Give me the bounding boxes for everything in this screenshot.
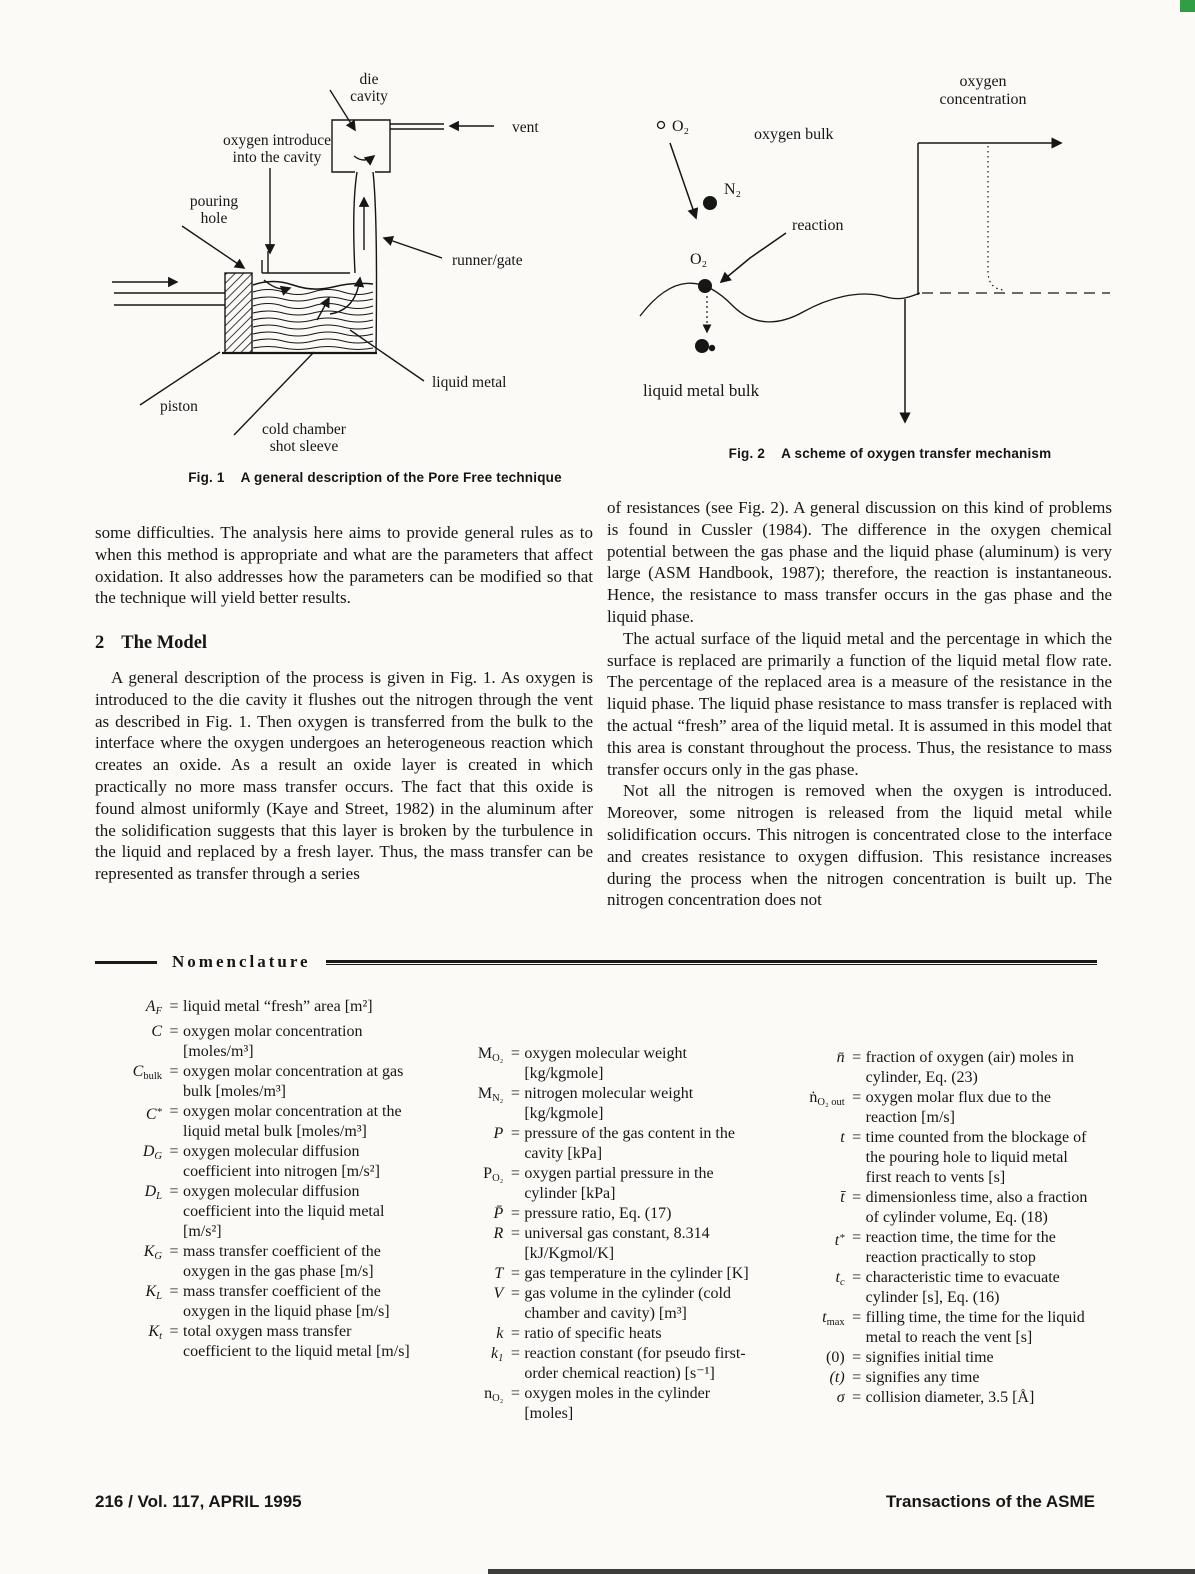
nomenclature-entry — [99, 1022, 414, 1062]
definition: gas temperature in the cylinder [K] — [524, 1265, 749, 1282]
equals-sign: = — [169, 1243, 179, 1260]
paragraph: The actual surface of the liquid metal and the percentage in which the surface is replaced are primarily a function of the liquid metal flow rate. The percentage of the replaced area is a measure of the resistance in the liquid phase. The liquid phase resistance to mass transfer is replaced with the actual “fresh” area of the liquid metal. It is assumed in this model that this area is constant throughout the process. Thus, the resistance to mass transfer occurs only in the gas phase. — [607, 628, 1112, 779]
symbol: t — [840, 1129, 845, 1146]
oxygen-transfer-diagram — [628, 68, 1152, 436]
oxygen-intro-label: oxygen introduce — [222, 132, 332, 149]
definition: oxygen molar concentration at gas bulk [moles/m³] — [183, 1063, 404, 1100]
definition: time counted from the blockage of the pouring hole to liquid metal first reach to vents [s] — [865, 1129, 1087, 1186]
definition: filling time, the time for the liquid metal to reach the vent [s] — [865, 1309, 1085, 1346]
symbol: $t_c$ — [835, 1269, 845, 1288]
nomenclature-entry — [440, 1324, 755, 1344]
nomenclature-entry — [99, 1282, 414, 1322]
nomenclature-column-2 — [440, 1044, 755, 1424]
definition: fraction of oxygen (air) moles in cylinder, Eq. (23) — [865, 1049, 1075, 1086]
symbol: $D_G$ — [142, 1143, 162, 1162]
symbol: $P_{O_2}$ — [483, 1165, 504, 1184]
section-title: The Model — [121, 633, 208, 654]
definition: gas volume in the cylinder (cold chamber and cavity) [m³] — [524, 1285, 731, 1322]
figure-1 — [92, 68, 658, 485]
liquid-metal-label: liquid metal — [432, 374, 507, 391]
definition: oxygen molar concentration at the liquid metal bulk [moles/m³] — [183, 1103, 402, 1140]
right-column — [607, 497, 1112, 911]
symbol: C* — [145, 1106, 162, 1123]
definition: reaction constant (for pseudo first-order chemical reaction) [s⁻¹] — [524, 1345, 746, 1382]
die-cavity-box — [332, 120, 390, 172]
equals-sign: = — [852, 1189, 862, 1206]
nomenclature-entry — [782, 1368, 1097, 1388]
nomenclature-section — [95, 952, 1097, 1424]
equals-sign: = — [510, 1325, 520, 1342]
equals-sign: = — [169, 1023, 179, 1040]
definition: oxygen molar flux due to the reaction [m/s] — [865, 1089, 1051, 1126]
equals-sign: = — [169, 1183, 179, 1200]
equals-sign: = — [510, 1225, 520, 1242]
equals-sign: = — [510, 1205, 520, 1222]
symbol: $D_L$ — [144, 1183, 162, 1202]
nomenclature-column-3 — [782, 1048, 1097, 1424]
definition: signifies any time — [865, 1369, 980, 1386]
piston-label: piston — [160, 398, 198, 415]
nomenclature-entry — [440, 1084, 755, 1124]
equals-sign: = — [852, 1369, 862, 1386]
nomenclature-entry — [99, 1182, 414, 1242]
liquid-metal-waves — [253, 282, 373, 350]
definition: dimensionless time, also a fraction of cylinder volume, Eq. (18) — [865, 1189, 1088, 1226]
n2-label: N₂ — [724, 181, 742, 198]
nomenclature-entry — [782, 1128, 1097, 1188]
symbol: ṅ$_{O_2 out}$ — [809, 1089, 845, 1108]
nomenclature-entry — [440, 1204, 755, 1224]
nomenclature-entry — [440, 1264, 755, 1284]
o2-interface-label: O₂ — [690, 251, 708, 268]
nomenclature-columns — [95, 997, 1097, 1424]
nomenclature-column-1 — [99, 997, 414, 1424]
symbol: $n_{O_2}$ — [484, 1385, 504, 1404]
liquid-metal-bulk-label: liquid metal bulk — [643, 381, 760, 400]
equals-sign: = — [169, 1063, 179, 1080]
equals-sign: = — [852, 1089, 862, 1106]
symbol: $A_F$ — [145, 998, 162, 1017]
footer-page-volume: 216 / Vol. 117, APRIL 1995 — [95, 1492, 302, 1511]
liquid-metal-leader — [350, 330, 424, 381]
definition: characteristic time to evacuate cylinder [s], Eq. (16) — [865, 1269, 1060, 1306]
nomenclature-entry — [782, 1388, 1097, 1408]
nomenclature-entry — [782, 1268, 1097, 1308]
equals-sign: = — [169, 1323, 179, 1340]
nomenclature-entry — [440, 1044, 755, 1084]
liquid-surface-wave — [640, 283, 920, 322]
equals-sign: = — [169, 1283, 179, 1300]
rule-right — [326, 960, 1097, 965]
symbol: $K_G$ — [143, 1243, 162, 1262]
definition: oxygen molecular diffusion coefficient into the liquid metal [m/s²] — [183, 1183, 385, 1240]
vent-channel — [390, 124, 444, 129]
symbol: (t) — [829, 1369, 845, 1386]
nomenclature-entry — [782, 1048, 1097, 1088]
runner-gate-leader — [384, 238, 442, 258]
figure-2-title: A scheme of oxygen transfer mechanism — [781, 446, 1052, 461]
figure-1-title: A general description of the Pore Free technique — [240, 470, 562, 485]
symbol: C — [151, 1023, 162, 1040]
o2-travel-arrow — [670, 143, 696, 218]
equals-sign: = — [510, 1285, 520, 1302]
nomenclature-entry — [440, 1384, 755, 1424]
figure-2-number: Fig. 2 — [728, 446, 766, 461]
o2-at-interface — [698, 279, 712, 293]
definition: ratio of specific heats — [524, 1325, 662, 1342]
page-footer — [95, 1492, 1095, 1512]
piston-hatched — [225, 273, 252, 353]
symbol: $M_{O_2}$ — [477, 1045, 504, 1064]
nomenclature-entry — [99, 1062, 414, 1102]
svg-text:concentration: concentration — [939, 91, 1027, 108]
definition: pressure ratio, Eq. (17) — [524, 1205, 672, 1222]
n2-molecule — [703, 196, 717, 210]
definition: nitrogen molecular weight [kg/kgmole] — [524, 1085, 694, 1122]
paragraph: some difficulties. The analysis here aims to provide general rules as to when this method is appropriate and what are the parameters that affect oxidation. It also addresses how the parameters can be modified so that the technique will yield better results. — [95, 523, 593, 608]
figure-1-caption — [92, 470, 658, 485]
oxygen-bulk-label: oxygen bulk — [754, 126, 834, 143]
symbol: $t_{max}$ — [822, 1309, 845, 1328]
pore-free-technique-diagram — [92, 68, 658, 460]
chamber-top-wall — [262, 251, 350, 273]
pouring-hole-leader — [182, 226, 244, 268]
reaction-label: reaction — [792, 217, 844, 234]
paragraph: Not all the nitrogen is removed when the oxygen is introduced. Moreover, some nitrogen is released from the liquid metal while solidification occurs. This nitrogen is concentrated close to the interface and creates resistance to oxygen diffusion. This resistance increases during the process when the nitrogen concentration is built up. The nitrogen concentration does not — [607, 781, 1112, 910]
definition: oxygen partial pressure in the cylinder [kPa] — [524, 1165, 714, 1202]
pouring-hole-label: pouring — [189, 193, 239, 210]
equals-sign: = — [510, 1385, 520, 1402]
svg-text:shot sleeve: shot sleeve — [269, 438, 339, 455]
nomenclature-entry — [99, 1322, 414, 1362]
symbol: k — [496, 1325, 504, 1342]
vent-label: vent — [512, 119, 539, 136]
scan-corner-artifact — [1180, 0, 1195, 12]
symbol: $K_L$ — [145, 1283, 162, 1302]
o2-top-label: O₂ — [672, 118, 690, 135]
symbol: t* — [834, 1232, 845, 1249]
cold-chamber-label: cold chamber — [262, 421, 346, 438]
definition: universal gas constant, 8.314 [kJ/Kgmol/K] — [524, 1225, 710, 1262]
nomenclature-entry — [782, 1228, 1097, 1268]
o2-in-liquid — [695, 339, 709, 353]
nomenclature-entry — [440, 1284, 755, 1324]
symbol: V — [493, 1285, 504, 1302]
definition: oxygen moles in the cylinder [moles] — [524, 1385, 711, 1422]
paragraph: of resistances (see Fig. 2). A general discussion on this kind of problems is found in Cussler (1984). The difference in the oxygen chemical potential between the gas phase and the liquid phase (aluminum) is very large (ASM Handbook, 1987); therefore, the reaction is instantaneous. Hence, the resistance to mass transfer occurs in the gas phase and the liquid phase. — [607, 498, 1112, 626]
nomenclature-entry — [782, 1088, 1097, 1128]
equals-sign: = — [852, 1389, 862, 1406]
figure-1-number: Fig. 1 — [188, 470, 225, 485]
definition: total oxygen mass transfer coefficient to the liquid metal [m/s] — [183, 1323, 410, 1360]
svg-text:cavity: cavity — [350, 88, 388, 105]
definition: mass transfer coefficient of the oxygen in the liquid phase [m/s] — [183, 1283, 390, 1320]
die-cavity-label: die — [359, 71, 379, 88]
symbol: R — [493, 1225, 504, 1242]
definition: oxygen molecular diffusion coefficient into nitrogen [m/s²] — [183, 1143, 380, 1180]
definition: collision diameter, 3.5 [Å] — [865, 1389, 1035, 1406]
nomenclature-entry — [440, 1224, 755, 1264]
nomenclature-entry — [782, 1308, 1097, 1348]
reaction-leader — [721, 233, 786, 282]
piston-rod — [114, 293, 225, 305]
equals-sign: = — [510, 1165, 520, 1182]
figure-2-caption — [628, 446, 1152, 461]
equals-sign: = — [169, 998, 179, 1015]
symbol: n̄ — [836, 1049, 845, 1066]
svg-text:into the cavity: into the cavity — [232, 149, 322, 166]
section-number: 2 — [95, 633, 105, 654]
equals-sign: = — [510, 1345, 520, 1362]
nomenclature-entry — [440, 1164, 755, 1204]
nomenclature-entry — [99, 1142, 414, 1182]
nomenclature-title: Nomenclature — [172, 952, 311, 971]
definition: reaction time, the time for the reaction practically to stop — [865, 1229, 1056, 1266]
symbol: $M_{N_2}$ — [477, 1085, 504, 1104]
equals-sign: = — [169, 1103, 179, 1120]
definition: pressure of the gas content in the cavity [kPa] — [524, 1125, 735, 1162]
footer-journal-name: Transactions of the ASME — [885, 1492, 1095, 1511]
section-heading — [95, 633, 593, 655]
symbol: $K_t$ — [148, 1323, 162, 1342]
equals-sign: = — [169, 1143, 179, 1160]
nomenclature-entry — [99, 1102, 414, 1142]
nomenclature-entry — [782, 1348, 1097, 1368]
nomenclature-header — [95, 952, 1097, 972]
symbol: $C_{bulk}$ — [132, 1063, 162, 1082]
scan-bottom-edge — [488, 1569, 1195, 1574]
nomenclature-entry — [99, 997, 414, 1022]
equals-sign: = — [510, 1125, 520, 1142]
equals-sign: = — [852, 1349, 862, 1366]
symbol: $k_1$ — [490, 1345, 504, 1364]
left-column — [95, 522, 593, 885]
symbol: P — [493, 1125, 504, 1142]
runner-gate-label: runner/gate — [452, 252, 523, 269]
definition: oxygen molar concentration [moles/m³] — [183, 1023, 363, 1060]
equals-sign: = — [510, 1085, 520, 1102]
svg-text:hole: hole — [200, 210, 228, 227]
nomenclature-entry — [440, 1344, 755, 1384]
definition: signifies initial time — [865, 1349, 994, 1366]
equals-sign: = — [852, 1269, 862, 1286]
symbol: P̄ — [493, 1205, 504, 1222]
o2-molecule-open — [658, 122, 665, 129]
definition: liquid metal “fresh” area [m²] — [183, 998, 373, 1015]
definition: mass transfer coefficient of the oxygen in the gas phase [m/s] — [183, 1243, 381, 1280]
boundary-layer-dotted — [988, 146, 1004, 290]
equals-sign: = — [510, 1265, 520, 1282]
symbol: t̄ — [840, 1189, 845, 1206]
equals-sign: = — [852, 1309, 862, 1326]
equals-sign: = — [510, 1045, 520, 1062]
nomenclature-entry — [782, 1188, 1097, 1228]
paragraph: A general description of the process is given in Fig. 1. As oxygen is introduced to the die cavity it flushes out the nitrogen through the vent as described in Fig. 1. Then oxygen is transferred from the bulk to the interface where the oxygen undergoes an heterogeneous reaction which creates an oxide. As a result an oxide layer is created in which practically no more mass transfer occurs. The fact that this oxide is found almost uniformly (Kaye and Street, 1982) in the aluminum after the solidification suggests that this layer is broken by the turbulence in the liquid and replaced by a fresh layer. Thus, the mass transfer can be represented as transfer through a series — [95, 667, 593, 884]
rule-left — [95, 961, 157, 964]
figure-2 — [628, 68, 1152, 461]
definition: oxygen molecular weight [kg/kgmole] — [524, 1045, 687, 1082]
equals-sign: = — [852, 1049, 862, 1066]
nomenclature-entry — [99, 1242, 414, 1282]
nomenclature-entry — [440, 1124, 755, 1164]
oxygen-concentration-label: oxygen — [959, 73, 1007, 90]
equals-sign: = — [852, 1129, 862, 1146]
symbol: (0) — [826, 1349, 845, 1366]
equals-sign: = — [852, 1229, 862, 1246]
symbol: T — [494, 1265, 504, 1282]
symbol: σ — [836, 1389, 845, 1406]
runner-tube — [354, 172, 377, 353]
